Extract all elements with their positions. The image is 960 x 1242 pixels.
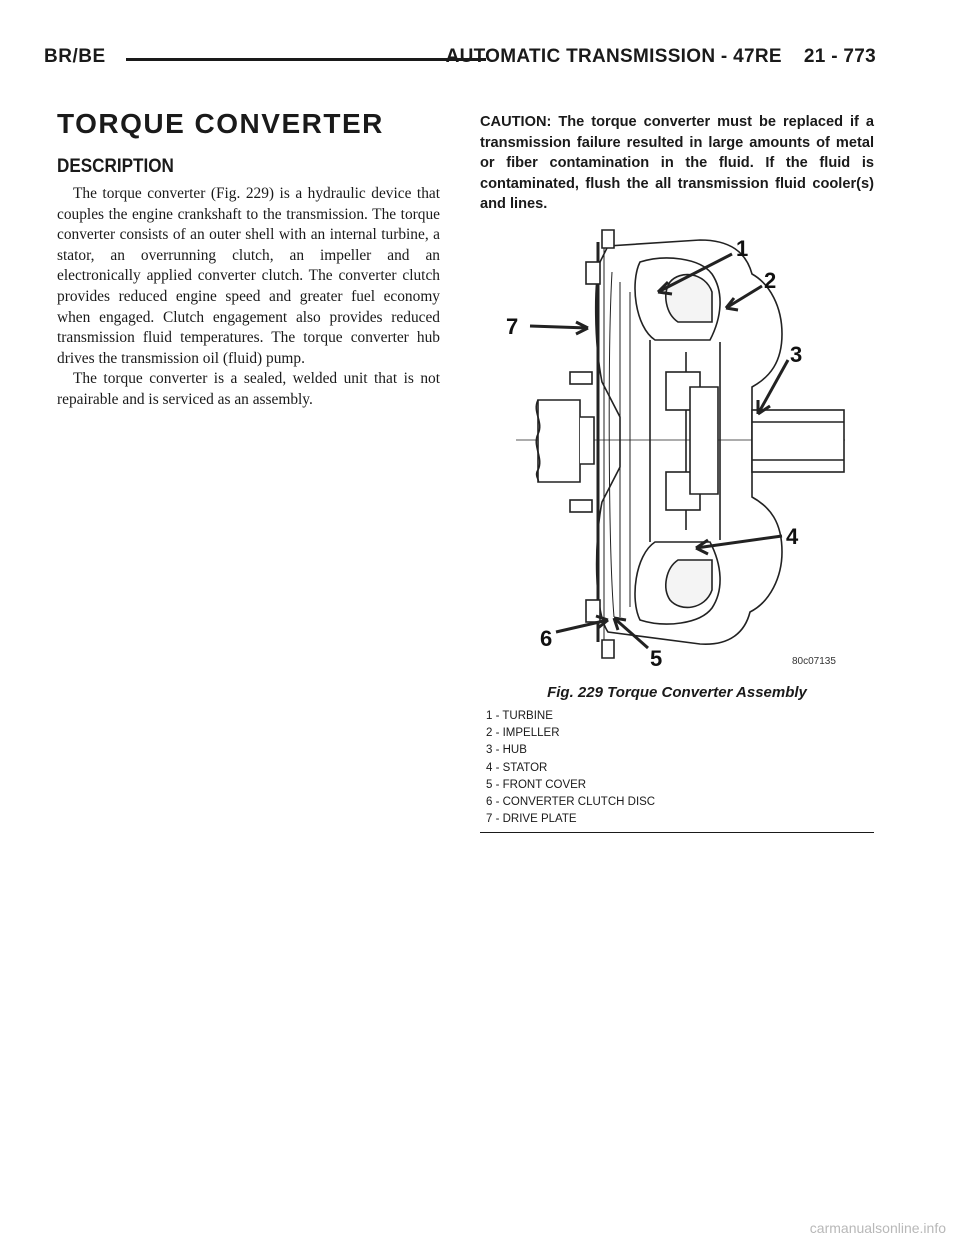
legend-item: 1 - TURBINE bbox=[486, 710, 553, 722]
header-right bbox=[446, 46, 876, 68]
callout-2: 2 bbox=[764, 268, 777, 293]
description-heading: DESCRIPTION bbox=[57, 156, 174, 177]
legend-rule bbox=[480, 832, 874, 833]
callout-7: 7 bbox=[506, 314, 519, 339]
page-header bbox=[44, 46, 876, 76]
callout-6: 6 bbox=[540, 626, 553, 651]
right-column bbox=[480, 112, 874, 215]
watermark: carmanualsonline.info bbox=[809, 1220, 946, 1236]
legend-item: 3 - HUB bbox=[486, 744, 527, 757]
left-column bbox=[57, 108, 440, 411]
legend-item: 7 - DRIVE PLATE bbox=[486, 813, 577, 826]
description-paragraph: The torque converter (Fig. 229) is a hydraulic device that couples the engine crankshaft to the transmission. The torque converter consists of an outer shell with an internal turbine, a stator, an overrunning clutch, an impeller and an electronically applied converter clutch. The converter clutch provides reduced engine speed and greater fuel economy when engaged. Clutch engagement also provides reduced transmission fluid temperatures. The torque converter hub drives the transmission oil (fluid) pump. bbox=[57, 185, 440, 367]
legend-item: 4 - STATOR bbox=[486, 761, 548, 774]
header-section: AUTOMATIC TRANSMISSION - 47RE bbox=[445, 46, 782, 67]
callout-3: 3 bbox=[790, 342, 803, 367]
figure-legend bbox=[486, 708, 655, 828]
description-paragraph: The torque converter is a sealed, welded unit that is not repairable and is serviced as an assembly. bbox=[57, 370, 440, 408]
callout-5: 5 bbox=[650, 646, 663, 671]
callout-4: 4 bbox=[786, 524, 799, 549]
header-model: BR/BE bbox=[44, 46, 106, 67]
legend-item: 6 - CONVERTER CLUTCH DISC bbox=[486, 795, 656, 808]
callout-1: 1 bbox=[736, 236, 749, 261]
header-rule bbox=[126, 58, 486, 61]
section-title: TORQUE CONVERTER bbox=[57, 108, 384, 139]
torque-converter-diagram bbox=[490, 222, 870, 677]
figure-id-code: 80c07135 bbox=[792, 656, 836, 667]
figure-caption: Fig. 229 Torque Converter Assembly bbox=[547, 684, 807, 701]
header-page-number: 21 - 773 bbox=[803, 46, 876, 67]
legend-item: 5 - FRONT COVER bbox=[486, 778, 587, 791]
legend-item: 2 - IMPELLER bbox=[486, 727, 560, 740]
caution-note: CAUTION: The torque converter must be replaced if a transmission failure resulted in large amounts of metal or fiber contamination in the fluid. If the fluid is contaminated, flush the all transmission fluid cooler(s) and lines. bbox=[480, 114, 874, 213]
